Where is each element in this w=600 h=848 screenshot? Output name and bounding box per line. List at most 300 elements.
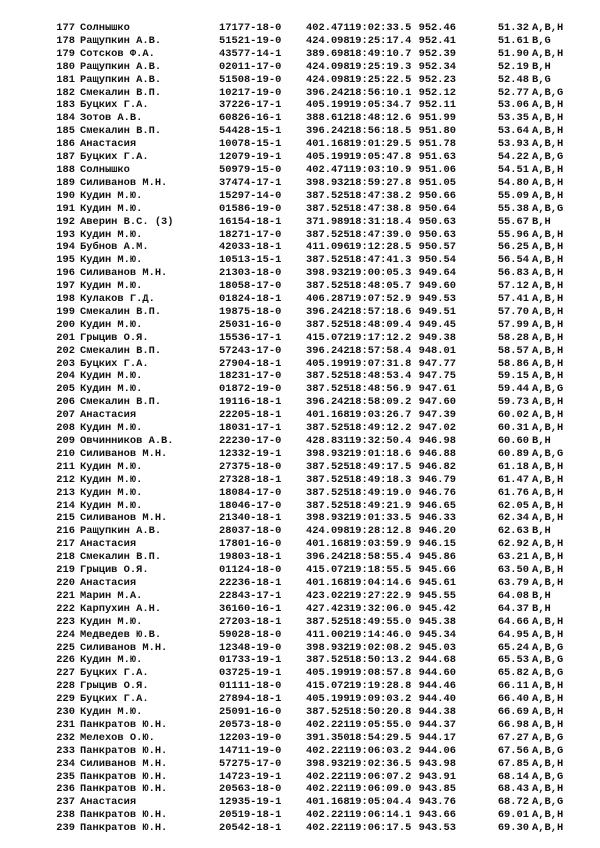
ring-code: 59028-18-0	[219, 628, 282, 641]
participant-name: Кудин М.Ю.	[80, 383, 143, 396]
speed-value: 945.61	[418, 576, 456, 589]
ring-code: 20542-18-1	[219, 822, 282, 835]
category-labels: A,B,G	[532, 86, 564, 99]
participant-name: Панкратов Ю.Н.	[80, 783, 168, 796]
table-row	[0, 74, 600, 87]
rank-number: 220	[56, 576, 75, 589]
distance-value: 401.168	[306, 409, 350, 422]
distance-value: 401.168	[306, 576, 350, 589]
arrival-time: 19:06:09.0	[349, 783, 412, 796]
distance-value: 387.525	[306, 202, 350, 215]
category-labels: A,B,H	[532, 344, 564, 357]
ring-code: 18084-17-0	[219, 486, 282, 499]
table-row	[0, 771, 600, 784]
rank-number: 222	[56, 602, 75, 615]
rank-number: 233	[56, 744, 75, 757]
arrival-time: 19:27:22.9	[349, 589, 412, 602]
rank-number: 216	[56, 525, 75, 538]
speed-value: 946.65	[418, 499, 456, 512]
speed-value: 946.76	[418, 486, 456, 499]
ring-code: 12203-19-0	[219, 731, 282, 744]
distance-value: 424.098	[306, 34, 350, 47]
arrival-time: 19:00:05.3	[349, 267, 412, 280]
table-row	[0, 61, 600, 74]
percentage-value: 68.72	[497, 796, 529, 809]
ring-code: 27894-18-1	[219, 693, 282, 706]
percentage-value: 54.51	[497, 163, 529, 176]
percentage-value: 68.14	[497, 770, 529, 783]
table-row	[0, 487, 600, 500]
category-labels: A,B,H	[532, 460, 564, 473]
speed-value: 946.98	[418, 435, 456, 447]
arrival-time: 19:03:10.9	[349, 163, 412, 176]
participant-name: Кудин М.Ю.	[80, 189, 143, 202]
arrival-time: 18:48:05.7	[349, 280, 412, 293]
distance-value: 415.072	[306, 680, 350, 693]
distance-value: 406.287	[306, 293, 350, 306]
distance-value: 387.525	[306, 189, 350, 202]
speed-value: 945.55	[418, 589, 456, 602]
table-row	[0, 306, 600, 319]
distance-value: 423.022	[306, 589, 350, 602]
ring-code: 20573-18-0	[219, 718, 282, 731]
arrival-time: 19:06:03.2	[349, 744, 412, 757]
distance-value: 405.199	[306, 99, 350, 112]
participant-name: Овчинников А.В.	[80, 435, 174, 447]
speed-value: 944.46	[418, 680, 456, 693]
distance-value: 398.932	[306, 641, 350, 654]
speed-value: 943.85	[418, 783, 456, 796]
rank-number: 239	[56, 822, 75, 835]
category-labels: A,B,H	[532, 718, 564, 731]
arrival-time: 19:28:12.8	[349, 525, 412, 538]
distance-value: 387.525	[306, 422, 350, 435]
participant-name: Силиванов М.Н.	[80, 176, 168, 189]
participant-name: Кудин М.Ю.	[80, 473, 143, 486]
table-row	[0, 642, 600, 655]
speed-value: 949.38	[418, 331, 456, 344]
table-row	[0, 525, 600, 538]
percentage-value: 64.37	[497, 602, 529, 615]
category-labels: A,B,H	[532, 783, 564, 796]
percentage-value: 67.85	[497, 757, 529, 770]
distance-value: 411.096	[306, 241, 350, 254]
category-labels: A,B,H	[532, 576, 564, 589]
rank-number: 194	[56, 241, 75, 254]
rank-number: 185	[56, 125, 75, 138]
speed-value: 950.54	[418, 254, 456, 267]
distance-value: 396.242	[306, 396, 350, 409]
speed-value: 945.38	[418, 615, 456, 628]
rank-number: 177	[56, 22, 75, 34]
category-labels: A,B,H	[532, 564, 564, 577]
rank-number: 218	[56, 551, 75, 564]
speed-value: 944.60	[418, 667, 456, 680]
speed-value: 950.63	[418, 228, 456, 241]
rank-number: 181	[56, 73, 75, 86]
arrival-time: 19:19:28.8	[349, 680, 412, 693]
rank-number: 188	[56, 163, 75, 176]
participant-name: Грыцив О.Я.	[80, 680, 149, 693]
distance-value: 398.932	[306, 176, 350, 189]
distance-value: 405.199	[306, 667, 350, 680]
participant-name: Кудин М.Ю.	[80, 499, 143, 512]
arrival-time: 19:05:34.7	[349, 99, 412, 112]
participant-name: Анастасия	[80, 138, 137, 151]
participant-name: Ращупкин А.В.	[80, 34, 162, 47]
rank-number: 206	[56, 396, 75, 409]
distance-value: 398.932	[306, 447, 350, 460]
distance-value: 415.072	[306, 331, 350, 344]
speed-value: 945.34	[418, 628, 456, 641]
speed-value: 946.79	[418, 473, 456, 486]
category-labels: A,B,G	[532, 202, 564, 215]
percentage-value: 68.43	[497, 783, 529, 796]
arrival-time: 19:12:28.5	[349, 241, 412, 254]
ring-code: 27328-18-1	[219, 473, 282, 486]
distance-value: 391.350	[306, 731, 350, 744]
distance-value: 387.525	[306, 254, 350, 267]
table-row	[0, 112, 600, 125]
participant-name: Бубнов А.М.	[80, 241, 149, 254]
distance-value: 402.471	[306, 22, 350, 34]
category-labels: A,B,H	[532, 267, 564, 280]
percentage-value: 66.98	[497, 718, 529, 731]
percentage-value: 57.41	[497, 293, 529, 306]
percentage-value: 63.79	[497, 576, 529, 589]
table-row	[0, 125, 600, 138]
category-labels: B,H	[532, 60, 551, 73]
table-row	[0, 667, 600, 680]
speed-value: 951.80	[418, 125, 456, 138]
arrival-time: 18:47:41.3	[349, 254, 412, 267]
category-labels: A,B,H	[532, 163, 564, 176]
table-row	[0, 796, 600, 809]
rank-number: 236	[56, 783, 75, 796]
participant-name: Буцких Г.А.	[80, 151, 149, 164]
rank-number: 202	[56, 344, 75, 357]
table-row	[0, 654, 600, 667]
table-row	[0, 745, 600, 758]
rank-number: 204	[56, 370, 75, 383]
percentage-value: 58.86	[497, 357, 529, 370]
arrival-time: 19:08:57.8	[349, 667, 412, 680]
distance-value: 405.199	[306, 693, 350, 706]
arrival-time: 18:57:18.6	[349, 305, 412, 318]
participant-name: Кулаков Г.Д.	[80, 293, 155, 306]
speed-value: 945.86	[418, 551, 456, 564]
arrival-time: 19:06:14.1	[349, 809, 412, 822]
category-labels: A,B,G	[532, 383, 564, 396]
participant-name: Медведев Ю.В.	[80, 628, 162, 641]
speed-value: 952.46	[418, 22, 456, 34]
percentage-value: 60.60	[497, 435, 529, 447]
percentage-value: 53.35	[497, 112, 529, 125]
percentage-value: 66.11	[497, 680, 529, 693]
table-row	[0, 345, 600, 358]
distance-value: 402.221	[306, 809, 350, 822]
category-labels: A,B,H	[532, 628, 564, 641]
arrival-time: 18:49:21.9	[349, 499, 412, 512]
participant-name: Сотсков Ф.А.	[80, 47, 155, 60]
rank-number: 186	[56, 138, 75, 151]
speed-value: 951.78	[418, 138, 456, 151]
arrival-time: 19:07:31.8	[349, 357, 412, 370]
participant-name: Марин М.А.	[80, 589, 143, 602]
table-row	[0, 551, 600, 564]
table-row	[0, 203, 600, 216]
category-labels: A,B,H	[532, 409, 564, 422]
percentage-value: 53.93	[497, 138, 529, 151]
ring-code: 57275-17-0	[219, 757, 282, 770]
speed-value: 952.12	[418, 86, 456, 99]
arrival-time: 19:05:04.4	[349, 796, 412, 809]
distance-value: 388.612	[306, 112, 350, 125]
percentage-value: 59.73	[497, 396, 529, 409]
speed-value: 944.38	[418, 706, 456, 719]
speed-value: 944.40	[418, 693, 456, 706]
ring-code: 51521-19-0	[219, 34, 282, 47]
distance-value: 396.242	[306, 551, 350, 564]
rank-number: 213	[56, 486, 75, 499]
rank-number: 179	[56, 47, 75, 60]
category-labels: A,B,H	[532, 706, 564, 719]
arrival-time: 18:59:27.8	[349, 176, 412, 189]
speed-value: 948.01	[418, 344, 456, 357]
arrival-time: 19:06:17.5	[349, 822, 412, 835]
participant-name: Мелехов О.Ю.	[80, 731, 155, 744]
category-labels: A,B,H	[532, 357, 564, 370]
percentage-value: 51.32	[497, 22, 529, 34]
participant-name: Смекалин В.П.	[80, 396, 162, 409]
distance-value: 411.002	[306, 628, 350, 641]
percentage-value: 51.61	[497, 34, 529, 47]
speed-value: 947.02	[418, 422, 456, 435]
arrival-time: 19:02:36.5	[349, 757, 412, 770]
ring-code: 01872-19-0	[219, 383, 282, 396]
table-row	[0, 241, 600, 254]
participant-name: Панкратов Ю.Н.	[80, 744, 168, 757]
speed-value: 943.91	[418, 770, 456, 783]
ring-code: 21340-18-1	[219, 512, 282, 525]
table-row	[0, 603, 600, 616]
arrival-time: 18:49:18.3	[349, 473, 412, 486]
distance-value: 387.525	[306, 383, 350, 396]
table-row	[0, 48, 600, 61]
ring-code: 18031-17-1	[219, 422, 282, 435]
distance-value: 401.168	[306, 796, 350, 809]
participant-name: Смекалин В.П.	[80, 551, 162, 564]
ring-code: 51508-19-0	[219, 73, 282, 86]
percentage-value: 65.82	[497, 667, 529, 680]
table-row	[0, 732, 600, 745]
arrival-time: 19:03:26.7	[349, 409, 412, 422]
table-row	[0, 809, 600, 822]
category-labels: A,B,H	[532, 176, 564, 189]
participant-name: Силиванов М.Н.	[80, 267, 168, 280]
ring-code: 50979-15-0	[219, 163, 282, 176]
category-labels: A,B,H	[532, 189, 564, 202]
distance-value: 387.525	[306, 615, 350, 628]
rank-number: 224	[56, 628, 75, 641]
distance-value: 415.072	[306, 564, 350, 577]
distance-value: 402.221	[306, 718, 350, 731]
arrival-time: 19:05:55.0	[349, 718, 412, 731]
table-row	[0, 590, 600, 603]
percentage-value: 60.31	[497, 422, 529, 435]
distance-value: 389.698	[306, 47, 350, 60]
percentage-value: 62.63	[497, 525, 529, 538]
ring-code: 28037-18-0	[219, 525, 282, 538]
category-labels: A,B,H	[532, 293, 564, 306]
participant-name: Кудин М.Ю.	[80, 318, 143, 331]
table-row	[0, 706, 600, 719]
arrival-time: 18:49:10.7	[349, 47, 412, 60]
participant-name: Буцких Г.А.	[80, 357, 149, 370]
percentage-value: 55.38	[497, 202, 529, 215]
table-row	[0, 719, 600, 732]
speed-value: 944.68	[418, 654, 456, 667]
rank-number: 199	[56, 305, 75, 318]
speed-value: 952.41	[418, 34, 456, 47]
participant-name: Смекалин В.П.	[80, 305, 162, 318]
speed-value: 945.42	[418, 602, 456, 615]
arrival-time: 18:49:17.5	[349, 460, 412, 473]
participant-name: Силиванов М.Н.	[80, 641, 168, 654]
rank-number: 207	[56, 409, 75, 422]
category-labels: A,B,H	[532, 422, 564, 435]
distance-value: 371.989	[306, 215, 350, 228]
ring-code: 27375-18-0	[219, 460, 282, 473]
rank-number: 190	[56, 189, 75, 202]
table-row	[0, 35, 600, 48]
category-labels: A,B,H	[532, 680, 564, 693]
category-labels: A,B,G	[532, 770, 564, 783]
category-labels: B,H	[532, 215, 551, 228]
category-labels: B,G	[532, 73, 551, 86]
percentage-value: 64.95	[497, 628, 529, 641]
category-labels: B,H	[532, 435, 551, 447]
category-labels: A,B,G	[532, 151, 564, 164]
participant-name: Анастасия	[80, 538, 137, 551]
ring-code: 19116-18-1	[219, 396, 282, 409]
speed-value: 944.37	[418, 718, 456, 731]
participant-name: Панкратов Ю.Н.	[80, 809, 168, 822]
speed-value: 944.17	[418, 731, 456, 744]
speed-value: 950.63	[418, 215, 456, 228]
percentage-value: 63.21	[497, 551, 529, 564]
distance-value: 402.221	[306, 822, 350, 835]
speed-value: 943.76	[418, 796, 456, 809]
arrival-time: 19:25:22.5	[349, 73, 412, 86]
percentage-value: 56.54	[497, 254, 529, 267]
speed-value: 949.45	[418, 318, 456, 331]
percentage-value: 56.83	[497, 267, 529, 280]
rank-number: 187	[56, 151, 75, 164]
arrival-time: 19:06:07.2	[349, 770, 412, 783]
rank-number: 210	[56, 447, 75, 460]
category-labels: A,B,H	[532, 822, 564, 835]
table-row	[0, 87, 600, 100]
participant-name: Кудин М.Ю.	[80, 422, 143, 435]
speed-value: 945.66	[418, 564, 456, 577]
rank-number: 208	[56, 422, 75, 435]
rank-number: 235	[56, 770, 75, 783]
rank-number: 227	[56, 667, 75, 680]
ring-code: 60826-16-1	[219, 112, 282, 125]
arrival-time: 18:47:38.2	[349, 189, 412, 202]
table-row	[0, 267, 600, 280]
arrival-time: 19:01:29.5	[349, 138, 412, 151]
results-table	[0, 22, 600, 835]
ring-code: 21303-18-0	[219, 267, 282, 280]
distance-value: 427.423	[306, 602, 350, 615]
ring-code: 12332-19-1	[219, 447, 282, 460]
arrival-time: 18:49:55.0	[349, 615, 412, 628]
category-labels: B,H	[532, 602, 551, 615]
rank-number: 231	[56, 718, 75, 731]
rank-number: 183	[56, 99, 75, 112]
speed-value: 949.53	[418, 293, 456, 306]
category-labels: A,B,H	[532, 112, 564, 125]
rank-number: 212	[56, 473, 75, 486]
category-labels: A,B,H	[532, 809, 564, 822]
percentage-value: 62.92	[497, 538, 529, 551]
distance-value: 387.525	[306, 370, 350, 383]
table-row	[0, 396, 600, 409]
category-labels: A,B,H	[532, 228, 564, 241]
percentage-value: 62.34	[497, 512, 529, 525]
arrival-time: 19:02:33.5	[349, 22, 412, 34]
distance-value: 398.932	[306, 267, 350, 280]
category-labels: A,B,H	[532, 22, 564, 34]
rank-number: 211	[56, 460, 75, 473]
percentage-value: 57.70	[497, 305, 529, 318]
participant-name: Силиванов М.Н.	[80, 757, 168, 770]
percentage-value: 55.09	[497, 189, 529, 202]
ring-code: 19875-18-0	[219, 305, 282, 318]
arrival-time: 18:48:09.4	[349, 318, 412, 331]
arrival-time: 19:17:12.2	[349, 331, 412, 344]
arrival-time: 18:57:58.4	[349, 344, 412, 357]
table-row	[0, 254, 600, 267]
rank-number: 226	[56, 654, 75, 667]
participant-name: Грыцив О.Я.	[80, 564, 149, 577]
speed-value: 947.60	[418, 396, 456, 409]
category-labels: A,B,H	[532, 473, 564, 486]
category-labels: A,B,H	[532, 305, 564, 318]
distance-value: 398.932	[306, 757, 350, 770]
ring-code: 20519-18-1	[219, 809, 282, 822]
percentage-value: 58.57	[497, 344, 529, 357]
ring-code: 20563-18-0	[219, 783, 282, 796]
category-labels: A,B,G	[532, 447, 564, 460]
distance-value: 396.242	[306, 344, 350, 357]
speed-value: 946.20	[418, 525, 456, 538]
rank-number: 192	[56, 215, 75, 228]
ring-code: 15297-14-0	[219, 189, 282, 202]
rank-number: 182	[56, 86, 75, 99]
speed-value: 943.98	[418, 757, 456, 770]
participant-name: Смекалин В.П.	[80, 125, 162, 138]
table-row	[0, 758, 600, 771]
ring-code: 01111-18-0	[219, 680, 282, 693]
speed-value: 946.88	[418, 447, 456, 460]
distance-value: 387.525	[306, 280, 350, 293]
speed-value: 949.51	[418, 305, 456, 318]
speed-value: 952.34	[418, 60, 456, 73]
category-labels: A,B,G	[532, 796, 564, 809]
